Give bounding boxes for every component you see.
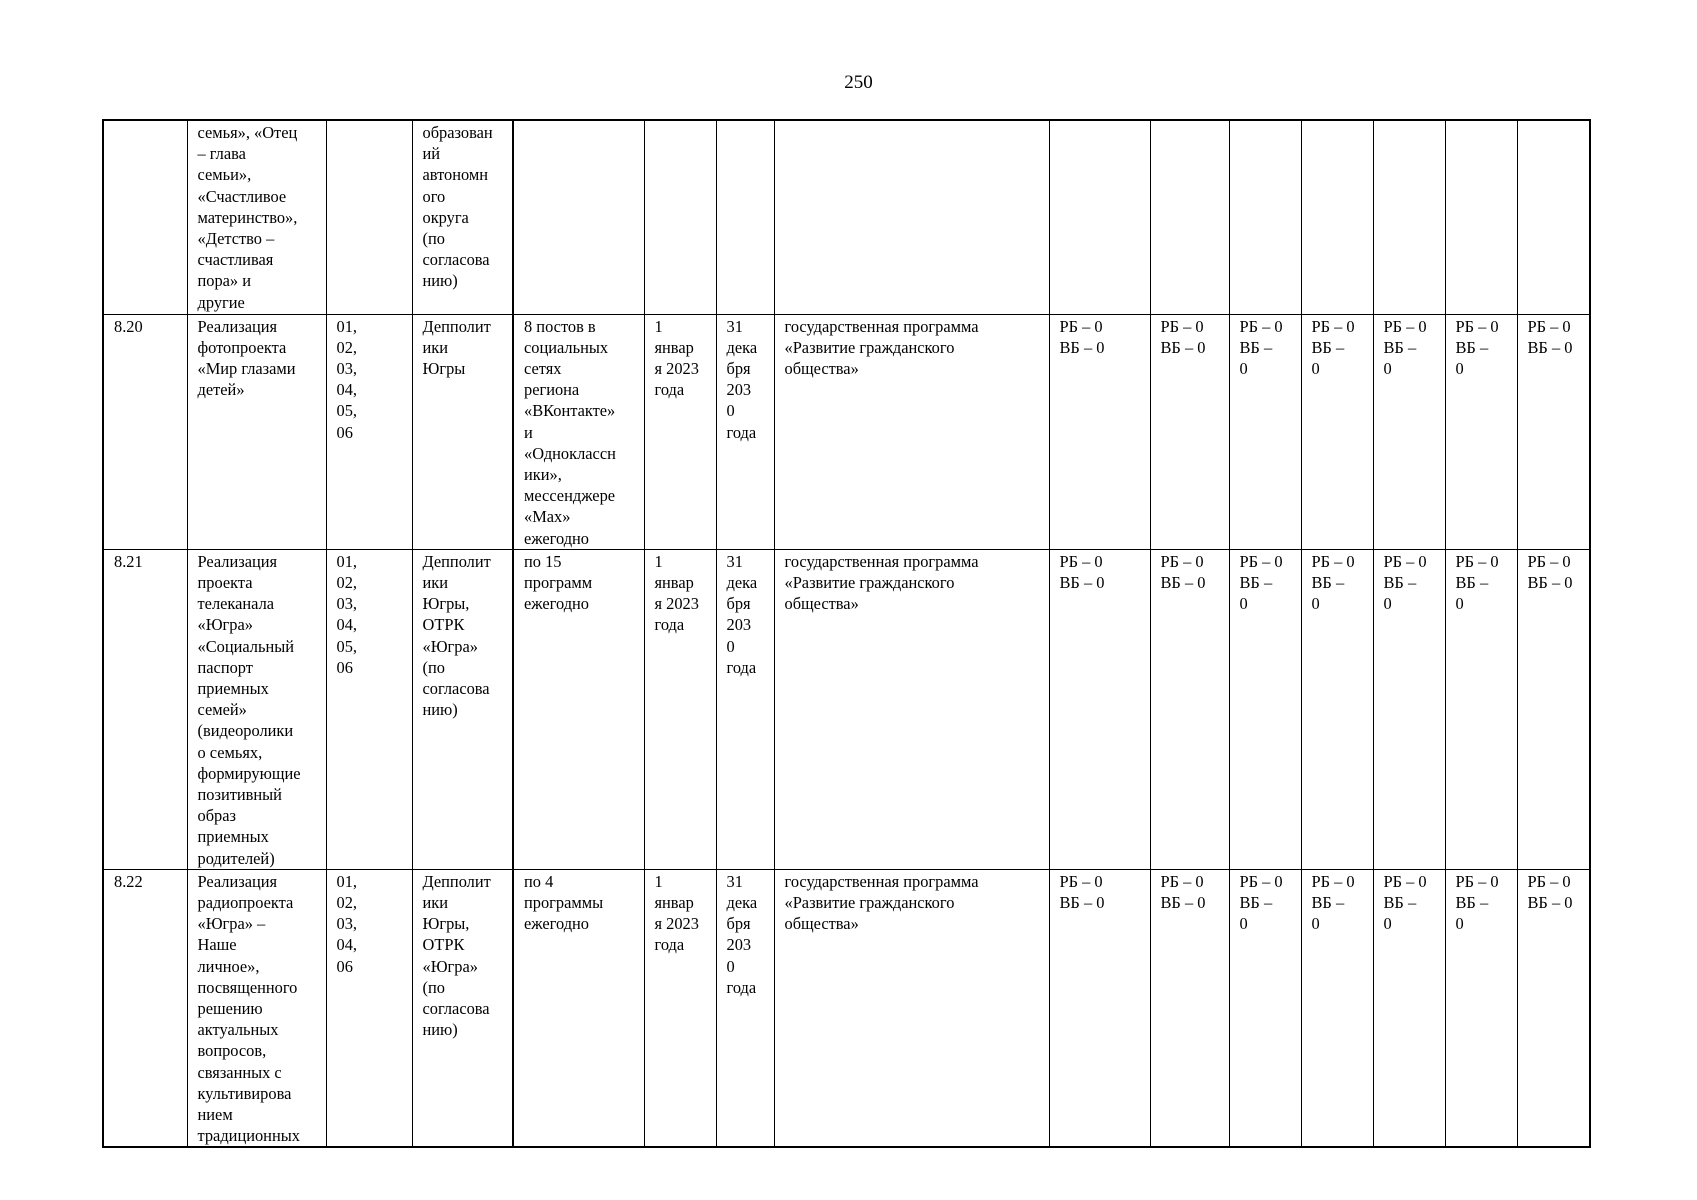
cell-funding: РБ – 0 ВБ – 0 [1445, 314, 1517, 549]
cell-funding: РБ – 0 ВБ – 0 [1517, 314, 1590, 549]
cell-funding [1049, 120, 1150, 314]
cell-result [513, 120, 644, 314]
cell-funding: РБ – 0 ВБ – 0 [1517, 549, 1590, 869]
page-number: 250 [844, 72, 873, 93]
cell-activity-name: Реализация проекта телеканала «Югра» «Социальный паспорт приемных семей» (видеоролики о семьях, формирующие позитивный образ приемных родителей) [187, 549, 326, 869]
cell-program: государственная программа «Развитие гражданского общества» [774, 869, 1049, 1147]
cell-funding: РБ – 0 ВБ – 0 [1301, 314, 1373, 549]
cell-funding [1517, 120, 1590, 314]
cell-funding: РБ – 0 ВБ – 0 [1049, 314, 1150, 549]
cell-codes: 01, 02, 03, 04, 05, 06 [326, 549, 412, 869]
cell-start-date: 1 январ я 2023 года [644, 869, 716, 1147]
cell-funding [1150, 120, 1229, 314]
cell-end-date: 31 дека бря 203 0 года [716, 549, 774, 869]
cell-start-date: 1 январ я 2023 года [644, 549, 716, 869]
cell-program: государственная программа «Развитие гражданского общества» [774, 549, 1049, 869]
table-body [103, 120, 1590, 1147]
cell-end-date: 31 дека бря 203 0 года [716, 314, 774, 549]
activities-table [102, 119, 1591, 1148]
cell-funding [1301, 120, 1373, 314]
cell-funding: РБ – 0 ВБ – 0 [1445, 549, 1517, 869]
cell-executor: Депполит ики Югры [412, 314, 513, 549]
table-row [103, 549, 1590, 869]
cell-start-date [644, 120, 716, 314]
cell-number: 8.20 [103, 314, 187, 549]
cell-result: по 15 программ ежегодно [513, 549, 644, 869]
cell-funding: РБ – 0 ВБ – 0 [1229, 314, 1301, 549]
cell-funding: РБ – 0 ВБ – 0 [1229, 549, 1301, 869]
table-row [103, 869, 1590, 1147]
cell-funding: РБ – 0 ВБ – 0 [1049, 869, 1150, 1147]
cell-funding: РБ – 0 ВБ – 0 [1049, 549, 1150, 869]
cell-funding: РБ – 0 ВБ – 0 [1150, 314, 1229, 549]
cell-end-date: 31 дека бря 203 0 года [716, 869, 774, 1147]
cell-number: 8.22 [103, 869, 187, 1147]
cell-codes: 01, 02, 03, 04, 06 [326, 869, 412, 1147]
cell-program [774, 120, 1049, 314]
cell-result: по 4 программы ежегодно [513, 869, 644, 1147]
cell-codes: 01, 02, 03, 04, 05, 06 [326, 314, 412, 549]
cell-number: 8.21 [103, 549, 187, 869]
cell-funding: РБ – 0 ВБ – 0 [1150, 869, 1229, 1147]
cell-funding: РБ – 0 ВБ – 0 [1517, 869, 1590, 1147]
cell-program: государственная программа «Развитие гражданского общества» [774, 314, 1049, 549]
cell-executor: образован ий автономн ого округа (по согласова нию) [412, 120, 513, 314]
cell-funding [1229, 120, 1301, 314]
cell-executor: Депполит ики Югры, ОТРК «Югра» (по согласова нию) [412, 549, 513, 869]
cell-funding: РБ – 0 ВБ – 0 [1373, 869, 1445, 1147]
cell-funding: РБ – 0 ВБ – 0 [1229, 869, 1301, 1147]
cell-activity-name: Реализация радиопроекта «Югра» – Наше личное», посвященного решению актуальных вопросов, связанных с культивирова нием традиционных [187, 869, 326, 1147]
cell-executor: Депполит ики Югры, ОТРК «Югра» (по согласова нию) [412, 869, 513, 1147]
cell-funding: РБ – 0 ВБ – 0 [1373, 549, 1445, 869]
cell-funding [1445, 120, 1517, 314]
cell-number [103, 120, 187, 314]
cell-result: 8 постов в социальных сетях региона «ВКонтакте» и «Одноклассн ики», мессенджере «Max» ежегодно [513, 314, 644, 549]
cell-funding: РБ – 0 ВБ – 0 [1373, 314, 1445, 549]
cell-start-date: 1 январ я 2023 года [644, 314, 716, 549]
cell-funding: РБ – 0 ВБ – 0 [1301, 549, 1373, 869]
table-row [103, 120, 1590, 314]
cell-funding: РБ – 0 ВБ – 0 [1301, 869, 1373, 1147]
cell-funding: РБ – 0 ВБ – 0 [1445, 869, 1517, 1147]
cell-codes [326, 120, 412, 314]
cell-funding: РБ – 0 ВБ – 0 [1150, 549, 1229, 869]
cell-funding [1373, 120, 1445, 314]
cell-activity-name: семья», «Отец – глава семьи», «Счастливое материнство», «Детство – счастливая пора» и другие [187, 120, 326, 314]
cell-end-date [716, 120, 774, 314]
cell-activity-name: Реализация фотопроекта «Мир глазами детей» [187, 314, 326, 549]
table-row [103, 314, 1590, 549]
